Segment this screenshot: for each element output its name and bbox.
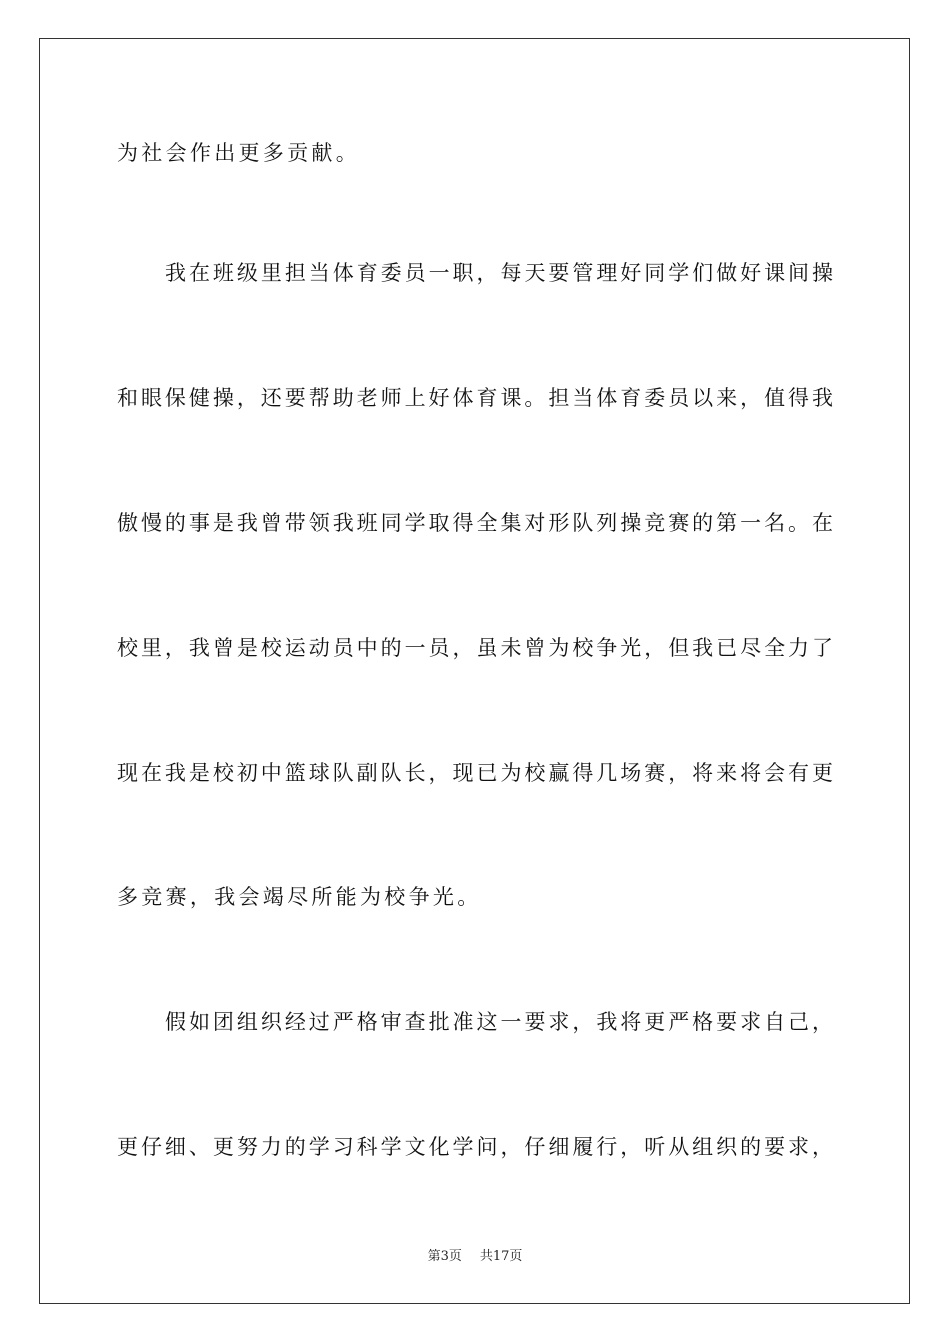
text-line: 校里，我曾是校运动员中的一员，虽未曾为校争光，但我已尽全力了 xyxy=(117,636,833,660)
text-line: 和眼保健操，还要帮助老师上好体育课。担当体育委员以来，值得我 xyxy=(117,386,833,410)
text-line: 多竞赛，我会竭尽所能为校争光。 xyxy=(117,885,482,909)
page-total: 共17页 xyxy=(479,1249,523,1264)
text-line: 傲慢的事是我曾带领我班同学取得全集对形队列操竞赛的第一名。在 xyxy=(117,511,833,535)
text-line: 更仔细、更努力的学习科学文化学问，仔细履行，听从组织的要求， xyxy=(117,1135,833,1159)
text-line: 为社会作出更多贡献。 xyxy=(117,141,360,165)
page-border xyxy=(39,38,910,1304)
text-line: 我在班级里担当体育委员一职，每天要管理好同学们做好课间操 xyxy=(165,261,833,285)
text-line: 假如团组织经过严格审查批准这一要求，我将更严格要求自己， xyxy=(165,1010,833,1034)
page-footer xyxy=(0,1248,950,1266)
text-line: 现在我是校初中篮球队副队长，现已为校赢得几场赛，将来将会有更 xyxy=(117,761,833,785)
page-number: 第3页 xyxy=(427,1249,462,1264)
